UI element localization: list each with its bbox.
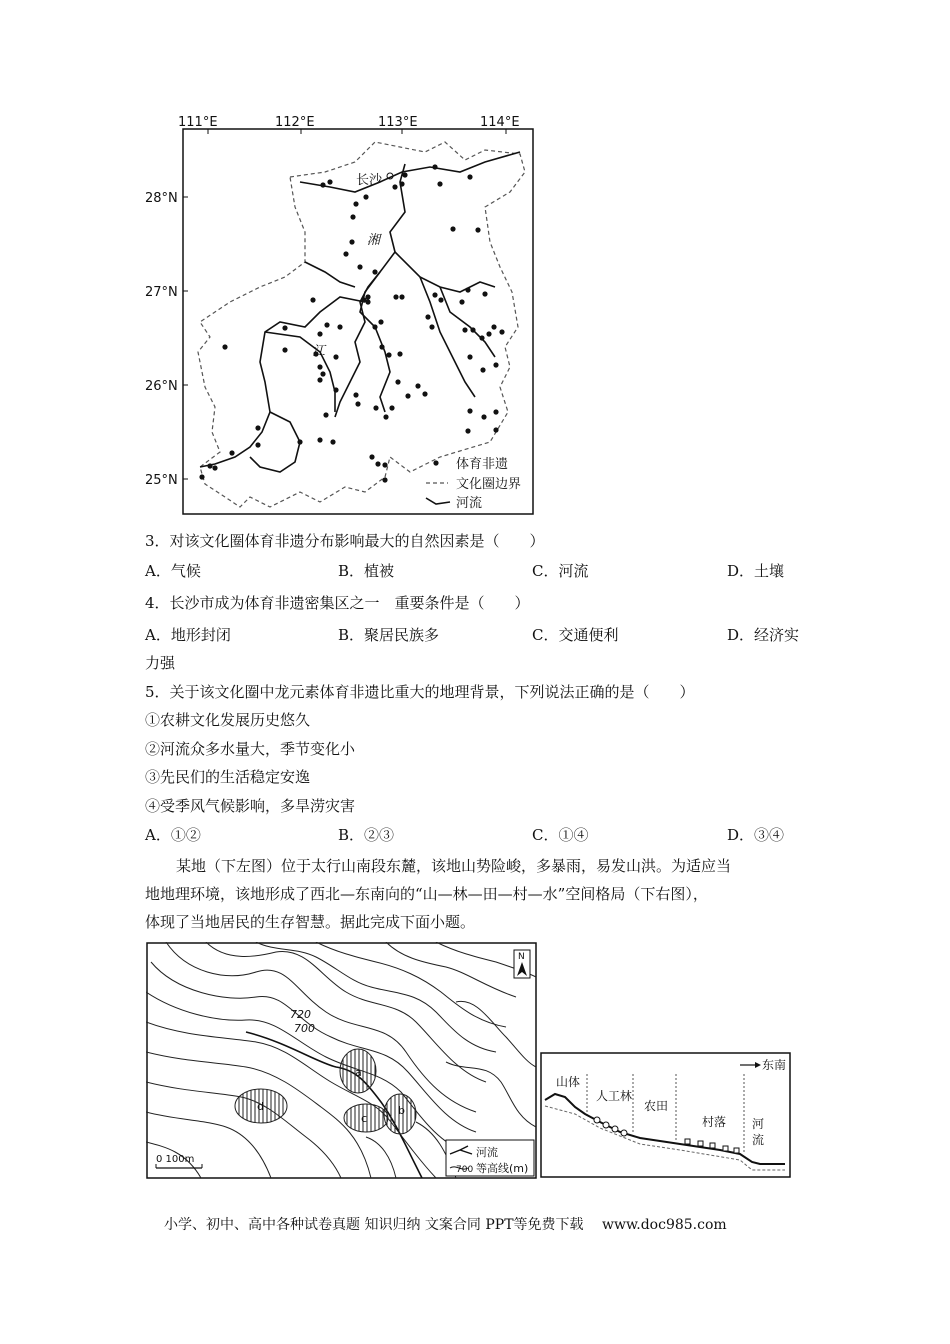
question-3-stem: 3．对该文化圈体育非遗分布影响最大的自然因素是（ ） (145, 532, 545, 550)
lon-tick: 111°E (178, 115, 218, 130)
q4-option-d-wrap: 力强 (145, 654, 176, 672)
lat-tick: 27°N (145, 285, 178, 300)
legend-river-label: 河流 (456, 496, 483, 511)
zone-farmland: 农田 (644, 1099, 669, 1113)
zone-mountain: 山体 (556, 1075, 581, 1089)
q5-option-c[interactable]: C．①④ (532, 826, 589, 844)
lon-tick: 114°E (480, 115, 520, 130)
passage-line-2: 地地理环境，该地形成了西北—东南向的“山—林—田—村—水”空间格局（下右图）， (145, 885, 708, 903)
footer-text: 小学、初中、高中各种试卷真题 知识归纳 文案合同 PPT等免费下载 www.doc985.com (164, 1217, 727, 1233)
q5-statement-4: ④受季风气候影响，多旱涝灾害 (145, 797, 356, 815)
q3-option-a[interactable]: A．气候 (145, 562, 201, 580)
contour-label-700: 700 (294, 1022, 315, 1035)
q4-option-a[interactable]: A．地形封闭 (145, 626, 231, 644)
zone-village: 村落 (702, 1115, 727, 1129)
passage-line-3: 体现了当地居民的生存智慧。据此完成下面小题。 (145, 913, 476, 931)
q5-option-b[interactable]: B．②③ (338, 826, 395, 844)
zone-river-1: 河 (752, 1117, 765, 1131)
hunan-culture-map (140, 112, 540, 522)
q4-option-c[interactable]: C．交通便利 (532, 626, 619, 644)
area-d-label: d (257, 1100, 264, 1113)
legend-river-label: 河流 (476, 1146, 498, 1159)
lat-tick: 25°N (145, 473, 178, 488)
north-label: N (518, 952, 525, 962)
lat-tick: 28°N (145, 191, 178, 206)
question-5-stem: 5．关于该文化圈中龙元素体育非遗比重大的地理背景，下列说法正确的是（ ） (145, 683, 695, 701)
q5-statement-3: ③先民们的生活稳定安逸 (145, 768, 311, 786)
q5-statement-2: ②河流众多水量大，季节变化小 (145, 740, 356, 758)
q3-option-c[interactable]: C．河流 (532, 562, 589, 580)
area-b-label: b (398, 1104, 405, 1117)
rivers (200, 152, 520, 472)
spatial-pattern-profile (540, 1052, 792, 1180)
culture-boundary (198, 142, 525, 507)
latitude-ticks (145, 191, 178, 488)
legend-contour-label: 等高线(m) (476, 1162, 529, 1175)
lon-tick: 112°E (275, 115, 315, 130)
passage-line-1: 某地（下左图）位于太行山南段东麓，该地山势险峻，多暴雨，易发山洪。为适应当 (176, 857, 732, 875)
zone-river-2: 流 (752, 1133, 765, 1147)
lon-tick: 113°E (378, 115, 418, 130)
changsha-label: 长沙 (356, 173, 383, 188)
q4-option-d[interactable]: D．经济实 (727, 626, 800, 644)
map-legend (426, 456, 521, 511)
jiang-river-label: 江 (312, 344, 326, 359)
contour-label-720: 720 (290, 1008, 311, 1021)
legend-points-label: 体育非遗 (456, 457, 509, 472)
direction-label: 东南 (762, 1058, 787, 1072)
area-c-label: c (361, 1112, 368, 1125)
q5-option-a[interactable]: A．①② (145, 826, 201, 844)
question-4-stem: 4．长沙市成为体育非遗密集区之一 重要条件是（ ） (145, 594, 530, 612)
q3-option-d[interactable]: D．土壤 (727, 562, 785, 580)
q5-option-d[interactable]: D．③④ (727, 826, 785, 844)
zone-forest: 人工林 (596, 1089, 633, 1103)
area-a-label: a (355, 1066, 362, 1079)
longitude-ticks (178, 115, 520, 130)
legend-contour-value: 700 (456, 1165, 474, 1175)
heritage-points (199, 164, 504, 482)
q3-option-b[interactable]: B．植被 (338, 562, 395, 580)
q4-option-b[interactable]: B．聚居民族多 (338, 626, 440, 644)
q5-statement-1: ①农耕文化发展历史悠久 (145, 711, 311, 729)
lat-tick: 26°N (145, 379, 178, 394)
legend-boundary-label: 文化圈边界 (456, 477, 522, 492)
contour-map (146, 942, 538, 1180)
scale-bar-label: 0 100m (156, 1154, 195, 1165)
xiang-river-label: 湘 (367, 233, 381, 248)
